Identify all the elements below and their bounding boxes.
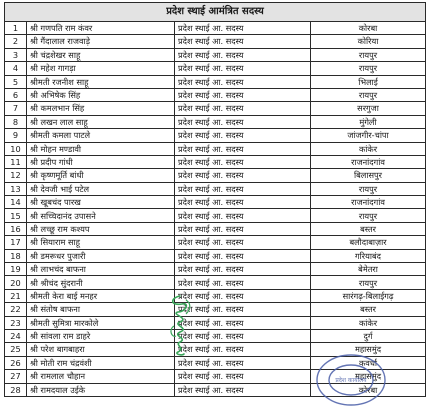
member-district: कांकेर (311, 316, 426, 329)
member-post: प्रदेश स्थाई आ. सदस्य (175, 316, 311, 329)
member-district: महासमुंद (311, 370, 426, 383)
row-number: 23 (5, 316, 27, 329)
member-name: श्री श्रीचंद सुंदरानी (27, 276, 175, 289)
table-row (5, 222, 426, 235)
member-district: कोरिया (311, 35, 426, 48)
member-name: श्रीमती रजनीश साहू (27, 75, 175, 88)
office-seal-stamp (314, 352, 388, 408)
row-number: 28 (5, 383, 27, 396)
row-number: 11 (5, 155, 27, 168)
member-district: कोरबा (311, 22, 426, 35)
member-post: प्रदेश स्थाई आ. सदस्य (175, 48, 311, 61)
member-name: श्री चंद्रशेखर साहू (27, 48, 175, 61)
member-district: कोरबा (311, 383, 426, 396)
document-sheet (4, 2, 425, 397)
member-post: प्रदेश स्थाई आ. सदस्य (175, 329, 311, 342)
member-name: श्रीमती केरा बाई मनहर (27, 289, 175, 302)
member-district: बलौदाबाज़ार (311, 236, 426, 249)
member-district: मुंगेली (311, 115, 426, 128)
row-number: 17 (5, 236, 27, 249)
member-post: प्रदेश स्थाई आ. सदस्य (175, 383, 311, 396)
member-district: बिलासपुर (311, 169, 426, 182)
member-name: श्री रामदयाल उईके (27, 383, 175, 396)
member-name: श्रीमती सुमित्रा मारकोले (27, 316, 175, 329)
table-row (5, 88, 426, 101)
row-number: 15 (5, 209, 27, 222)
row-number: 19 (5, 263, 27, 276)
table-row (5, 263, 426, 276)
table-row (5, 169, 426, 182)
member-post: प्रदेश स्थाई आ. सदस्य (175, 182, 311, 195)
member-name: श्री डमरूधर पुजारी (27, 249, 175, 262)
member-post: प्रदेश स्थाई आ. सदस्य (175, 263, 311, 276)
member-name: श्रीमती कमला पाटले (27, 129, 175, 142)
member-name: श्री लाभचंद बाफना (27, 263, 175, 276)
member-district: सारंगढ़-बिलाईगढ़ (311, 289, 426, 302)
member-district: रायपुर (311, 209, 426, 222)
table-body (5, 22, 426, 397)
member-district: महासमुंद (311, 343, 426, 356)
table-row (5, 22, 426, 35)
member-name: श्री प्रदीप गांधी (27, 155, 175, 168)
member-district: रायपुर (311, 62, 426, 75)
table-title-row (5, 3, 426, 22)
member-district: राजनांदगांव (311, 196, 426, 209)
member-post: प्रदेश स्थाई आ. सदस्य (175, 289, 311, 302)
row-number: 3 (5, 48, 27, 61)
member-post: प्रदेश स्थाई आ. सदस्य (175, 356, 311, 369)
member-name: श्री गैंदालाल राजवाड़े (27, 35, 175, 48)
row-number: 4 (5, 62, 27, 75)
table-row (5, 115, 426, 128)
member-name: श्री लच्छू राम कश्यप (27, 222, 175, 235)
svg-text:प्रदेश कार्यालय: प्रदेश कार्यालय (335, 377, 367, 384)
member-name: श्री लखन लाल साहू (27, 115, 175, 128)
row-number: 1 (5, 22, 27, 35)
row-number: 14 (5, 196, 27, 209)
member-name: श्री सच्चिदानंद उपासने (27, 209, 175, 222)
member-name: श्री गणपति राम कंवर (27, 22, 175, 35)
table-row (5, 182, 426, 195)
member-name: श्री देवजी भाई पटेल (27, 182, 175, 195)
member-district: रायपुर (311, 88, 426, 101)
table-row (5, 155, 426, 168)
member-district: कांकेर (311, 142, 426, 155)
row-number: 7 (5, 102, 27, 115)
member-district: रायपुर (311, 48, 426, 61)
member-name: श्री रामलाल चौहान (27, 370, 175, 383)
table-row (5, 289, 426, 302)
member-post: प्रदेश स्थाई आ. सदस्य (175, 343, 311, 356)
member-post: प्रदेश स्थाई आ. सदस्य (175, 222, 311, 235)
member-post: प्रदेश स्थाई आ. सदस्य (175, 75, 311, 88)
member-post: प्रदेश स्थाई आ. सदस्य (175, 209, 311, 222)
member-district: जांजगीर-चांपा (311, 129, 426, 142)
member-district: भिलाई (311, 75, 426, 88)
row-number: 16 (5, 222, 27, 235)
member-post: प्रदेश स्थाई आ. सदस्य (175, 115, 311, 128)
row-number: 6 (5, 88, 27, 101)
member-name: श्री खूबचंद पारख (27, 196, 175, 209)
table-row (5, 329, 426, 342)
member-name: श्री परेश बागबाहरा (27, 343, 175, 356)
member-post: प्रदेश स्थाई आ. सदस्य (175, 62, 311, 75)
member-post: प्रदेश स्थाई आ. सदस्य (175, 276, 311, 289)
row-number: 24 (5, 329, 27, 342)
member-district: रायपुर (311, 276, 426, 289)
member-district: सरगुजा (311, 102, 426, 115)
member-name: श्री अभिषेक सिंह (27, 88, 175, 101)
row-number: 21 (5, 289, 27, 302)
member-post: प्रदेश स्थाई आ. सदस्य (175, 102, 311, 115)
table-row (5, 62, 426, 75)
table-row (5, 48, 426, 61)
row-number: 20 (5, 276, 27, 289)
table-row (5, 316, 426, 329)
member-name: श्री मोती राम चंद्रवंशी (27, 356, 175, 369)
row-number: 27 (5, 370, 27, 383)
member-name: श्री सियाराम साहू (27, 236, 175, 249)
table-row (5, 303, 426, 316)
member-district: रायपुर (311, 182, 426, 195)
member-name: श्री संतोष बाफना (27, 303, 175, 316)
row-number: 13 (5, 182, 27, 195)
table-row (5, 129, 426, 142)
member-post: प्रदेश स्थाई आ. सदस्य (175, 129, 311, 142)
member-district: बस्तर (311, 222, 426, 235)
member-district: कवर्धा (311, 356, 426, 369)
row-number: 10 (5, 142, 27, 155)
member-post: प्रदेश स्थाई आ. सदस्य (175, 35, 311, 48)
table-row (5, 196, 426, 209)
table-row (5, 276, 426, 289)
member-post: प्रदेश स्थाई आ. सदस्य (175, 169, 311, 182)
member-post: प्रदेश स्थाई आ. सदस्य (175, 22, 311, 35)
member-post: प्रदेश स्थाई आ. सदस्य (175, 88, 311, 101)
member-post: प्रदेश स्थाई आ. सदस्य (175, 249, 311, 262)
member-name: श्री सांवला राम डाहरे (27, 329, 175, 342)
row-number: 5 (5, 75, 27, 88)
row-number: 2 (5, 35, 27, 48)
member-district: दुर्ग (311, 329, 426, 342)
member-post: प्रदेश स्थाई आ. सदस्य (175, 155, 311, 168)
member-district: बेमेतरा (311, 263, 426, 276)
member-district: गरियाबंद (311, 249, 426, 262)
row-number: 18 (5, 249, 27, 262)
table-row (5, 102, 426, 115)
member-post: प्रदेश स्थाई आ. सदस्य (175, 142, 311, 155)
member-district: बस्तर (311, 303, 426, 316)
member-post: प्रदेश स्थाई आ. सदस्य (175, 236, 311, 249)
row-number: 25 (5, 343, 27, 356)
member-name: श्री महेश गागड़ा (27, 62, 175, 75)
row-number: 8 (5, 115, 27, 128)
member-post: प्रदेश स्थाई आ. सदस्य (175, 370, 311, 383)
table-row (5, 142, 426, 155)
members-table (4, 2, 426, 397)
row-number: 22 (5, 303, 27, 316)
row-number: 9 (5, 129, 27, 142)
member-name: श्री मोहन मण्डावी (27, 142, 175, 155)
row-number: 12 (5, 169, 27, 182)
member-name: श्री कमलभान सिंह (27, 102, 175, 115)
member-name: श्री कृष्णमूर्ति बांधी (27, 169, 175, 182)
member-post: प्रदेश स्थाई आ. सदस्य (175, 303, 311, 316)
table-title: प्रदेश स्थाई आमंत्रित सदस्य (5, 3, 426, 22)
row-number: 26 (5, 356, 27, 369)
table-row (5, 75, 426, 88)
handwritten-signature (160, 292, 200, 358)
member-district: राजनांदगांव (311, 155, 426, 168)
member-post: प्रदेश स्थाई आ. सदस्य (175, 196, 311, 209)
table-row (5, 236, 426, 249)
table-row (5, 249, 426, 262)
table-row (5, 209, 426, 222)
table-row (5, 35, 426, 48)
